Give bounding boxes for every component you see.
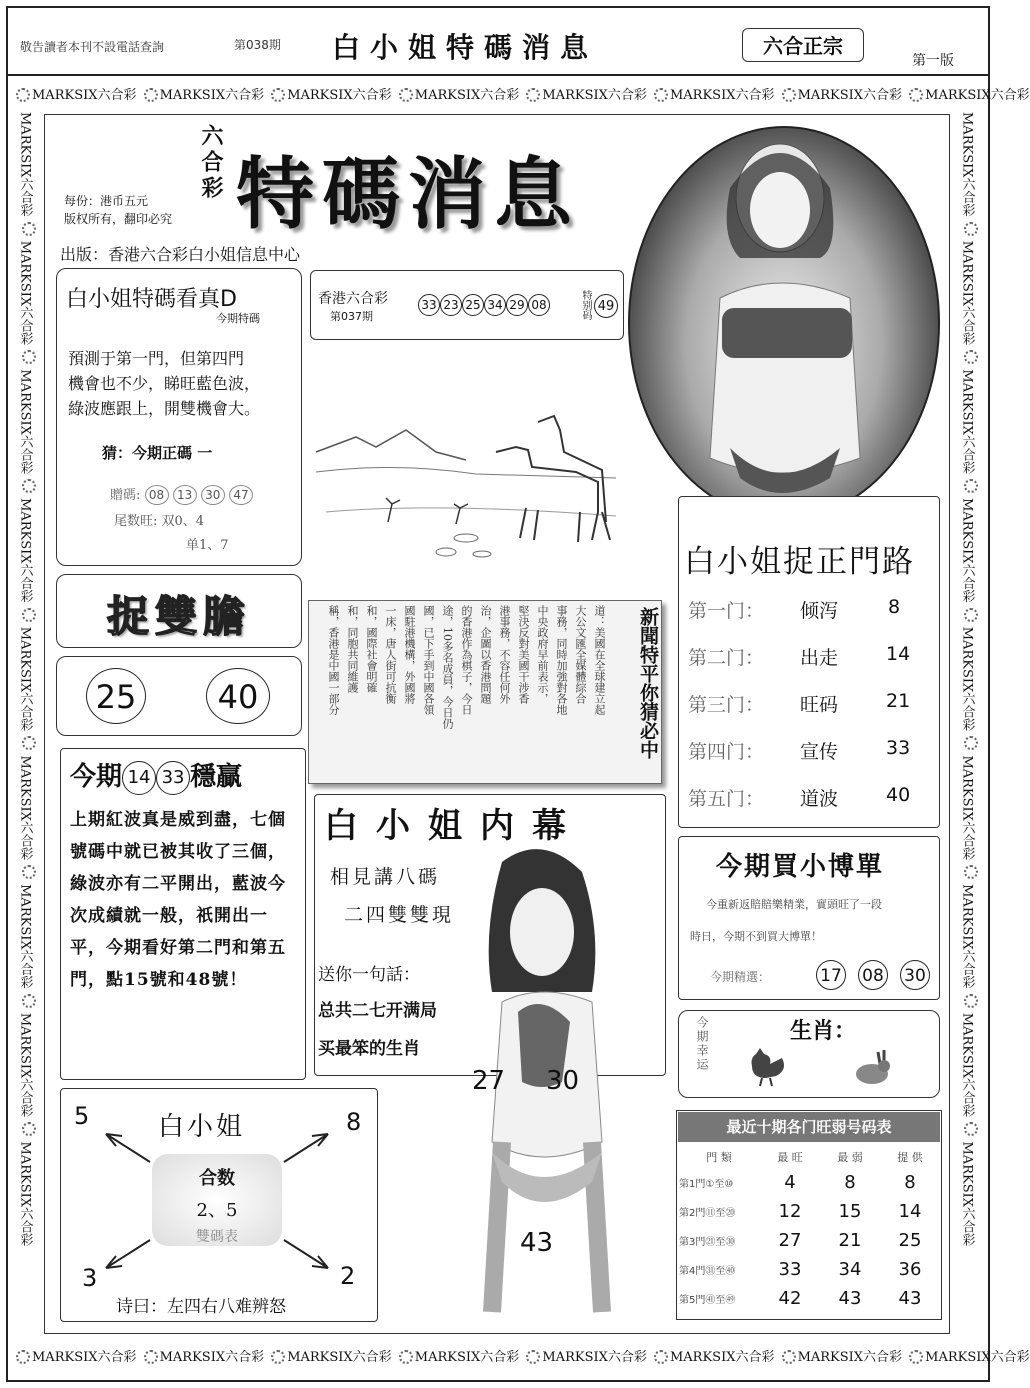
border-tag: MARKSIX六合彩: [925, 88, 1030, 103]
border-tag: MARKSIX六合彩: [287, 88, 392, 103]
stats-header: 提 供: [897, 1151, 923, 1164]
gift-ball: 08: [145, 485, 169, 505]
flower-icon: [964, 865, 978, 879]
tip-cell: 36: [898, 1259, 922, 1280]
border-tag: MARKSIX六合彩: [959, 240, 975, 346]
inside-title: 白小姐内幕: [324, 806, 584, 846]
flower-icon: [16, 88, 30, 102]
gate-row: [688, 596, 932, 643]
gate-cell: [678, 1284, 760, 1313]
results-special-label: 特别码: [580, 290, 591, 320]
gift-row: [110, 484, 253, 505]
small-bet-label: 今期精選：: [710, 970, 771, 984]
small-bet-ball: 30: [900, 960, 930, 990]
cold-cell: 15: [838, 1201, 862, 1222]
flower-icon: [144, 1350, 158, 1364]
border-tag: MARKSIX六合彩: [17, 369, 33, 474]
news-column: 中央政府早前表示，: [536, 605, 549, 704]
flower-icon: [909, 88, 923, 102]
gate-cell: [678, 1168, 760, 1197]
border-tag: MARKSIX六合彩: [17, 112, 33, 217]
gate-row: [688, 737, 932, 784]
flower-icon: [144, 88, 158, 102]
gates-title: 白小姐捉正門路: [684, 544, 915, 580]
small-bet-text1: 今重新返賠賠樂精業，實頭旺了一段: [706, 898, 882, 911]
border-tag: MARKSIX六合彩: [17, 1141, 33, 1246]
gate-word: 倾泻: [800, 600, 839, 622]
header-notice: 敬告讀者本刊不設電話查詢: [20, 40, 165, 54]
model-photo: [628, 126, 940, 520]
cold-cell: 34: [838, 1259, 862, 1280]
border-tag: MARKSIX六合彩: [797, 1350, 903, 1365]
flower-icon: [964, 1122, 978, 1136]
prediction-subtitle: 今期特碼: [216, 312, 260, 325]
stats-header: 最 旺: [777, 1151, 803, 1164]
border-tag: MARKSIX六合彩: [669, 1350, 775, 1365]
table-row: [678, 1284, 940, 1313]
flower-icon: [964, 736, 978, 750]
border-tag: MARKSIX六合彩: [17, 755, 33, 860]
win-ball: 33: [156, 761, 190, 795]
rooster-icon: [742, 1044, 788, 1088]
inside-line1: 相見講八碼: [330, 866, 441, 888]
news-column: 一床，唐人街可抗衡: [384, 605, 397, 704]
border-tag: MARKSIX六合彩: [159, 88, 265, 103]
flower-icon: [654, 88, 668, 102]
gate-cell-name: 第4門: [679, 1266, 706, 1277]
masthead-publisher: 出版：香港六合彩白小姐信息中心: [60, 245, 301, 264]
border-tag: MARKSIX六合彩: [959, 112, 975, 217]
win-text: 上期紅波真是威到盡，七個號碼中就已被其收了三個，綠波亦有二平開出，藍波今次成績就一般，祇開出一平，今期看好第二門和第五門，點15號和48號！: [70, 810, 286, 990]
flower-icon: [22, 479, 36, 493]
border-tag: MARKSIX六合彩: [17, 626, 33, 732]
compass-center-sub: 雙碼表: [196, 1229, 238, 1245]
zodiac-label: 生肖：: [790, 1018, 857, 1044]
masthead-prefix: 六合彩: [198, 124, 224, 202]
flower-icon: [526, 1350, 540, 1364]
compass-corner-tl: 5: [74, 1102, 90, 1130]
inside-line5: 买最笨的生肖: [318, 1039, 420, 1059]
flower-icon: [22, 1122, 36, 1136]
flower-icon: [526, 88, 540, 102]
gate-cell-range: ⑪至⑳: [705, 1208, 736, 1219]
hot-cell: 33: [778, 1259, 802, 1280]
news-column: 道：美國在全球建立起: [593, 605, 606, 715]
right-border-strip: [956, 112, 980, 1338]
flower-icon: [271, 88, 285, 102]
hot-cell: 27: [778, 1230, 802, 1251]
masthead-price: 每份：港币五元: [64, 194, 149, 208]
border-tag: MARKSIX六合彩: [542, 88, 647, 103]
result-ball: 33: [418, 294, 440, 316]
gate-cell-name: 第5門: [679, 1295, 706, 1306]
flower-icon: [964, 350, 978, 364]
compass-corner-br: 2: [340, 1262, 356, 1290]
stats-header-row: [678, 1146, 940, 1168]
result-ball: 29: [506, 294, 528, 316]
gate-cell-range: ㉑至㉚: [705, 1237, 736, 1248]
tip-cell: 43: [898, 1288, 922, 1309]
prediction-title: 白小姐特碼看真D: [66, 287, 237, 312]
tail-label: 尾数旺:: [114, 514, 158, 529]
gates-list: [688, 596, 932, 831]
header-title: 白小姐特碼消息: [332, 31, 599, 64]
tip-cell: 14: [898, 1201, 922, 1222]
gate-cell-name: 第2門: [679, 1208, 706, 1219]
border-tag: MARKSIX六合彩: [797, 88, 903, 103]
hot-cell: 4: [784, 1172, 796, 1193]
header-edition: 第一版: [912, 53, 954, 69]
bottom-border-strip: [14, 1346, 1030, 1370]
zodiac-side: 今期幸运: [695, 1016, 709, 1072]
flower-icon: [399, 88, 413, 102]
table-row: [678, 1197, 940, 1226]
stats-header: 門 類: [706, 1151, 732, 1164]
masthead-title: 特碼消息: [236, 149, 581, 240]
stats-table: [678, 1146, 940, 1313]
border-tag: MARKSIX六合彩: [17, 884, 33, 989]
flower-icon: [22, 994, 36, 1008]
compass-center-value: 2、5: [196, 1200, 238, 1221]
news-column: 和，國際社會明確: [365, 605, 378, 693]
results-issue: 第037期: [330, 310, 373, 323]
compass-corner-bl: 3: [82, 1264, 98, 1292]
inside-line4: 总共二七开满局: [318, 1001, 437, 1021]
flower-icon: [22, 350, 36, 364]
masthead-copyright: 版权所有，翻印必究: [64, 212, 173, 226]
stats-header: 最 弱: [837, 1151, 863, 1164]
flower-icon: [399, 1350, 413, 1364]
gate-name: 第一门：: [688, 600, 765, 622]
gate-cell: [678, 1197, 760, 1226]
gate-cell-range: ㉛至㊵: [705, 1266, 736, 1277]
border-tag: MARKSIX六合彩: [959, 1012, 975, 1118]
border-tag: MARKSIX六合彩: [32, 88, 137, 103]
flower-icon: [654, 1350, 668, 1364]
inside-num-a: 27: [472, 1066, 506, 1096]
border-tag: MARKSIX六合彩: [925, 1350, 1030, 1365]
gate-name: 第三门：: [688, 694, 765, 716]
gate-word: 旺码: [800, 694, 839, 716]
border-tag: MARKSIX六合彩: [17, 498, 33, 603]
flower-icon: [964, 994, 978, 1008]
tail-value: 双0、4: [161, 514, 205, 529]
news-column: 治，企圖以香港問題: [479, 605, 492, 704]
horse-illustration: [316, 412, 616, 582]
gate-name: 第五门：: [688, 788, 765, 810]
small-bet-ball: 08: [858, 960, 888, 990]
result-ball: 25: [462, 294, 484, 316]
prediction-line: 預測于第一門，但第四門: [68, 349, 245, 368]
news-clipping: [308, 600, 662, 784]
stats-table-title: 最近十期各门旺弱号码表: [678, 1112, 940, 1142]
news-column: 國，已下手到中國各領: [422, 605, 435, 715]
gate-num: 40: [886, 784, 911, 806]
gate-name: 第二门：: [688, 647, 765, 669]
win-ball: 14: [122, 761, 156, 795]
flower-icon: [16, 1350, 30, 1364]
border-tag: MARKSIX六合彩: [959, 498, 975, 603]
result-ball: 08: [528, 294, 550, 316]
border-tag: MARKSIX六合彩: [17, 240, 33, 346]
news-column: 堅決反對美國干涉香: [517, 605, 530, 704]
gate-cell-range: ①至⑩: [705, 1179, 734, 1190]
inside-line2: 二四雙雙現: [344, 904, 455, 926]
border-tag: MARKSIX六合彩: [542, 1350, 647, 1365]
gift-ball: 47: [229, 485, 253, 505]
news-column: 途，10多名成員，今日仍: [441, 605, 454, 729]
results-balls: [418, 294, 550, 316]
win-suffix: 穩贏: [190, 762, 243, 792]
flower-icon: [964, 479, 978, 493]
cold-cell: 8: [844, 1172, 856, 1193]
tail-row: [114, 510, 204, 529]
results-label: 香港六合彩: [318, 291, 388, 307]
gate-cell-name: 第1門: [679, 1179, 706, 1190]
border-tag: MARKSIX六合彩: [959, 369, 975, 474]
compass-corner-tr: 8: [346, 1108, 362, 1136]
border-tag: MARKSIX六合彩: [32, 1350, 137, 1365]
result-ball: 34: [484, 294, 506, 316]
gate-word: 道波: [800, 788, 839, 810]
cold-cell: 43: [838, 1288, 862, 1309]
flower-icon: [909, 1350, 923, 1364]
gift-ball: 13: [173, 485, 197, 505]
news-column: 的香港作為棋子，今日: [460, 605, 473, 715]
border-tag: MARKSIX六合彩: [287, 1350, 392, 1365]
gate-num: 14: [886, 643, 911, 665]
gate-word: 宣传: [800, 741, 839, 763]
cold-cell: 21: [838, 1230, 862, 1251]
hot-cell: 12: [778, 1201, 802, 1222]
small-bet-text2: 時日，今期不到買大博單！: [690, 930, 822, 943]
result-ball: 23: [440, 294, 462, 316]
gate-cell: [678, 1255, 760, 1284]
gate-cell: [678, 1226, 760, 1255]
border-tag: MARKSIX六合彩: [17, 1012, 33, 1118]
top-border-strip: [14, 84, 1030, 108]
news-column: 港事務，不容任何外: [498, 605, 511, 704]
border-tag: MARKSIX六合彩: [414, 1350, 520, 1365]
gate-word: 出走: [800, 647, 839, 669]
compass-title: 白小姐: [158, 1112, 246, 1142]
gate-name: 第四门：: [688, 741, 765, 763]
prediction-line: 綠波應跟上，開雙機會大。: [68, 399, 261, 418]
rabbit-icon: [852, 1048, 894, 1088]
single-row: 单1、7: [186, 538, 229, 553]
small-bet-title: 今期買小博單: [716, 852, 885, 882]
inside-line3: 送你一句話：: [318, 965, 420, 985]
flower-icon: [782, 88, 796, 102]
gate-num: 21: [886, 690, 911, 712]
border-tag: MARKSIX六合彩: [959, 755, 975, 860]
flower-icon: [22, 865, 36, 879]
small-bet-ball: 17: [816, 960, 846, 990]
header-issue: 第038期: [234, 38, 281, 52]
border-tag: MARKSIX六合彩: [959, 626, 975, 732]
gate-cell-name: 第3門: [679, 1237, 706, 1248]
gate-row: [688, 690, 932, 737]
win-prefix: 今期: [70, 762, 123, 792]
tip-cell: 8: [904, 1172, 916, 1193]
compass-center-label: 合数: [199, 1168, 235, 1189]
table-row: [678, 1168, 940, 1197]
gift-label: 贈碼:: [110, 488, 141, 503]
prediction-guess: 猜：今期正碼 一: [102, 444, 213, 462]
flower-icon: [271, 1350, 285, 1364]
gate-row: [688, 643, 932, 690]
gift-ball: 30: [201, 485, 225, 505]
news-body: [313, 605, 609, 781]
flower-icon: [22, 222, 36, 236]
border-tag: MARKSIX六合彩: [959, 884, 975, 989]
inside-num-b: 30: [546, 1066, 580, 1096]
pair-ball: 25: [86, 668, 146, 724]
header-badge: 六合正宗: [742, 28, 864, 62]
inside-num-c: 43: [520, 1228, 554, 1258]
special-ball: 49: [594, 294, 618, 318]
pair-title: 捉雙膽: [106, 592, 251, 641]
hot-cell: 42: [778, 1288, 802, 1309]
win-header: [70, 756, 242, 795]
flower-icon: [782, 1350, 796, 1364]
model-figure: [630, 128, 942, 522]
news-column: 和，同胞共同維護: [346, 605, 359, 693]
gate-cell-range: ㊶至㊾: [705, 1295, 736, 1306]
prediction-line: 機會也不少，睇旺藍色波，: [68, 374, 261, 393]
news-column: 國駐港機構，外國將: [403, 605, 416, 704]
border-tag: MARKSIX六合彩: [959, 1141, 975, 1246]
news-column: 稱，香港是中國一部分: [327, 605, 340, 715]
flower-icon: [22, 736, 36, 750]
compass-poem: 诗曰：左四右八难辨怒: [116, 1297, 286, 1317]
gate-num: 33: [886, 737, 911, 759]
prediction-text: [68, 346, 298, 421]
news-column: 事務，同時加強對各地: [555, 605, 568, 715]
news-column: 大公文匯全媒體綜合: [574, 605, 587, 704]
border-tag: MARKSIX六合彩: [414, 88, 520, 103]
news-side-label: 新聞特平你猜必中: [637, 607, 659, 759]
pair-ball: 40: [206, 668, 270, 724]
left-border-strip: [14, 112, 38, 1338]
border-tag: MARKSIX六合彩: [669, 88, 775, 103]
flower-icon: [22, 608, 36, 622]
tip-cell: 25: [898, 1230, 922, 1251]
border-tag: MARKSIX六合彩: [159, 1350, 265, 1365]
flower-icon: [964, 608, 978, 622]
flower-icon: [964, 222, 978, 236]
gate-row: [688, 784, 932, 831]
table-row: [678, 1226, 940, 1255]
gate-num: 8: [888, 596, 901, 618]
table-row: [678, 1255, 940, 1284]
